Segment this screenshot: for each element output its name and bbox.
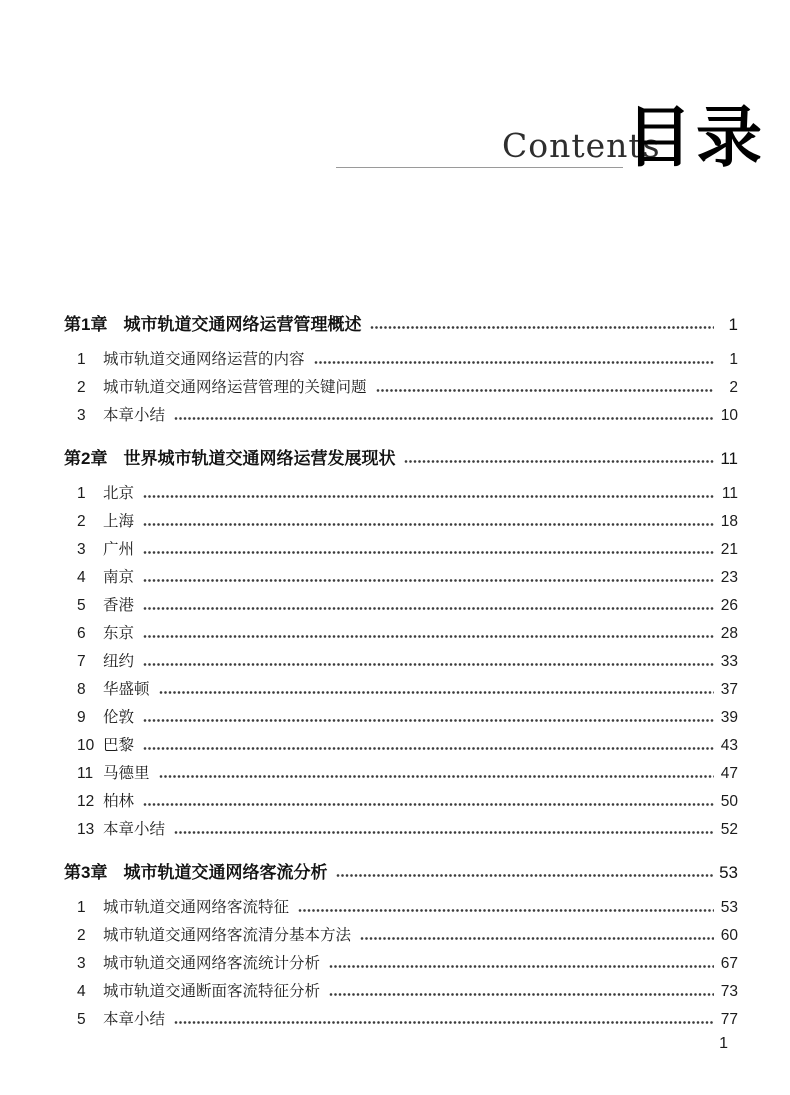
toc-item-row [64, 648, 738, 676]
header-divider-line [336, 167, 623, 168]
item-number: 11 [77, 765, 94, 782]
toc-item-row [64, 788, 738, 816]
toc-item-row [64, 922, 738, 950]
item-number: 4 [77, 569, 86, 586]
item-page-number: 10 [720, 407, 738, 424]
item-page-number: 28 [720, 625, 738, 642]
item-label: 城市轨道交通网络运营管理的关键问题 [103, 379, 367, 396]
toc-item-row [64, 592, 738, 620]
item-page-number: 39 [720, 709, 738, 726]
chapter-title: 世界城市轨道交通网络运营发展现状 [123, 449, 396, 468]
item-number: 10 [77, 737, 95, 754]
toc-item-row [64, 816, 738, 844]
item-page-number: 37 [720, 681, 738, 698]
toc-item-row [64, 704, 738, 732]
item-number: 3 [77, 955, 86, 972]
item-number: 8 [77, 681, 86, 698]
item-number: 2 [77, 379, 86, 396]
item-page-number: 73 [720, 983, 738, 1000]
item-number: 2 [77, 927, 86, 944]
toc-item-row [64, 620, 738, 648]
dot-leader [143, 635, 714, 638]
dot-leader [174, 417, 714, 420]
item-label: 南京 [103, 569, 135, 586]
footer-page-number: 1 [719, 1035, 728, 1052]
dot-leader [174, 1021, 714, 1024]
item-number: 2 [77, 513, 86, 530]
item-label: 城市轨道交通网络客流特征 [103, 899, 290, 916]
item-page-number: 60 [720, 927, 738, 944]
item-page-number: 67 [720, 955, 738, 972]
item-label: 广州 [103, 541, 135, 558]
dot-leader [143, 579, 714, 582]
dot-leader [314, 361, 714, 364]
item-number: 5 [77, 1011, 86, 1028]
item-page-number: 77 [720, 1011, 738, 1028]
item-number: 12 [77, 793, 95, 810]
dot-leader [376, 389, 714, 392]
toc-item-row [64, 732, 738, 760]
chapter-number: 第1章 [64, 315, 108, 334]
chapter-page-number: 11 [720, 449, 738, 468]
item-number: 1 [77, 351, 86, 368]
item-page-number: 21 [720, 541, 738, 558]
item-page-number: 33 [720, 653, 738, 670]
chapter-page-number: 1 [728, 315, 738, 334]
chapter-number: 第2章 [64, 449, 108, 468]
item-page-number: 52 [720, 821, 738, 838]
item-number: 5 [77, 597, 86, 614]
toc-item-row [64, 950, 738, 978]
contents-english-title: Contents [502, 126, 661, 165]
toc-chapter-row [64, 310, 738, 340]
toc-item-row [64, 978, 738, 1006]
item-page-number: 18 [720, 513, 738, 530]
item-page-number: 47 [720, 765, 738, 782]
dot-leader [298, 909, 714, 912]
toc-item-row [64, 480, 738, 508]
toc-item-row [64, 346, 738, 374]
contents-chinese-title: 目录 [626, 99, 766, 176]
dot-leader [360, 937, 714, 940]
dot-leader [143, 607, 714, 610]
item-page-number: 1 [729, 351, 738, 368]
item-number: 13 [77, 821, 95, 838]
chapter-title: 城市轨道交通网络客流分析 [123, 863, 328, 882]
item-number: 3 [77, 407, 86, 424]
item-number: 6 [77, 625, 86, 642]
item-label: 华盛顿 [103, 681, 150, 698]
item-label: 城市轨道交通断面客流特征分析 [103, 983, 321, 1000]
item-page-number: 43 [720, 737, 738, 754]
chapter-title: 城市轨道交通网络运营管理概述 [123, 315, 362, 334]
dot-leader [174, 831, 714, 834]
dot-leader [336, 874, 714, 877]
dot-leader [143, 663, 714, 666]
chapter-number: 第3章 [64, 863, 108, 882]
item-label: 柏林 [103, 793, 135, 810]
dot-leader [159, 691, 714, 694]
dot-leader [159, 775, 714, 778]
toc-item-row [64, 402, 738, 430]
toc-chapter-row [64, 444, 738, 474]
dot-leader [143, 719, 714, 722]
item-label: 城市轨道交通网络客流统计分析 [103, 955, 321, 972]
toc-item-row [64, 760, 738, 788]
item-number: 7 [77, 653, 86, 670]
dot-leader [143, 523, 714, 526]
dot-leader [370, 326, 714, 329]
item-label: 城市轨道交通网络运营的内容 [103, 351, 305, 368]
item-page-number: 53 [720, 899, 738, 916]
toc-item-row [64, 536, 738, 564]
item-page-number: 2 [729, 379, 738, 396]
item-label: 本章小结 [103, 1011, 166, 1028]
dot-leader [143, 803, 714, 806]
toc [64, 296, 738, 1034]
toc-item-row [64, 676, 738, 704]
item-label: 北京 [103, 485, 135, 502]
item-page-number: 11 [721, 485, 738, 502]
item-page-number: 26 [720, 597, 738, 614]
dot-leader [404, 460, 714, 463]
item-page-number: 23 [720, 569, 738, 586]
item-label: 城市轨道交通网络客流清分基本方法 [103, 927, 352, 944]
item-label: 巴黎 [103, 737, 135, 754]
toc-item-row [64, 374, 738, 402]
item-label: 纽约 [103, 653, 135, 670]
item-label: 伦敦 [103, 709, 135, 726]
item-label: 本章小结 [103, 407, 166, 424]
toc-item-row [64, 894, 738, 922]
item-label: 上海 [103, 513, 135, 530]
toc-item-row [64, 1006, 738, 1034]
item-label: 本章小结 [103, 821, 166, 838]
item-number: 1 [77, 485, 86, 502]
item-page-number: 50 [720, 793, 738, 810]
toc-item-row [64, 508, 738, 536]
chapter-page-number: 53 [719, 863, 738, 882]
item-label: 马德里 [103, 765, 150, 782]
dot-leader [143, 747, 714, 750]
toc-chapter-row [64, 858, 738, 888]
dot-leader [329, 965, 714, 968]
item-number: 9 [77, 709, 86, 726]
item-number: 1 [77, 899, 86, 916]
dot-leader [143, 495, 714, 498]
dot-leader [329, 993, 714, 996]
item-label: 东京 [103, 625, 135, 642]
dot-leader [143, 551, 714, 554]
item-number: 4 [77, 983, 86, 1000]
toc-item-row [64, 564, 738, 592]
item-number: 3 [77, 541, 86, 558]
item-label: 香港 [103, 597, 135, 614]
